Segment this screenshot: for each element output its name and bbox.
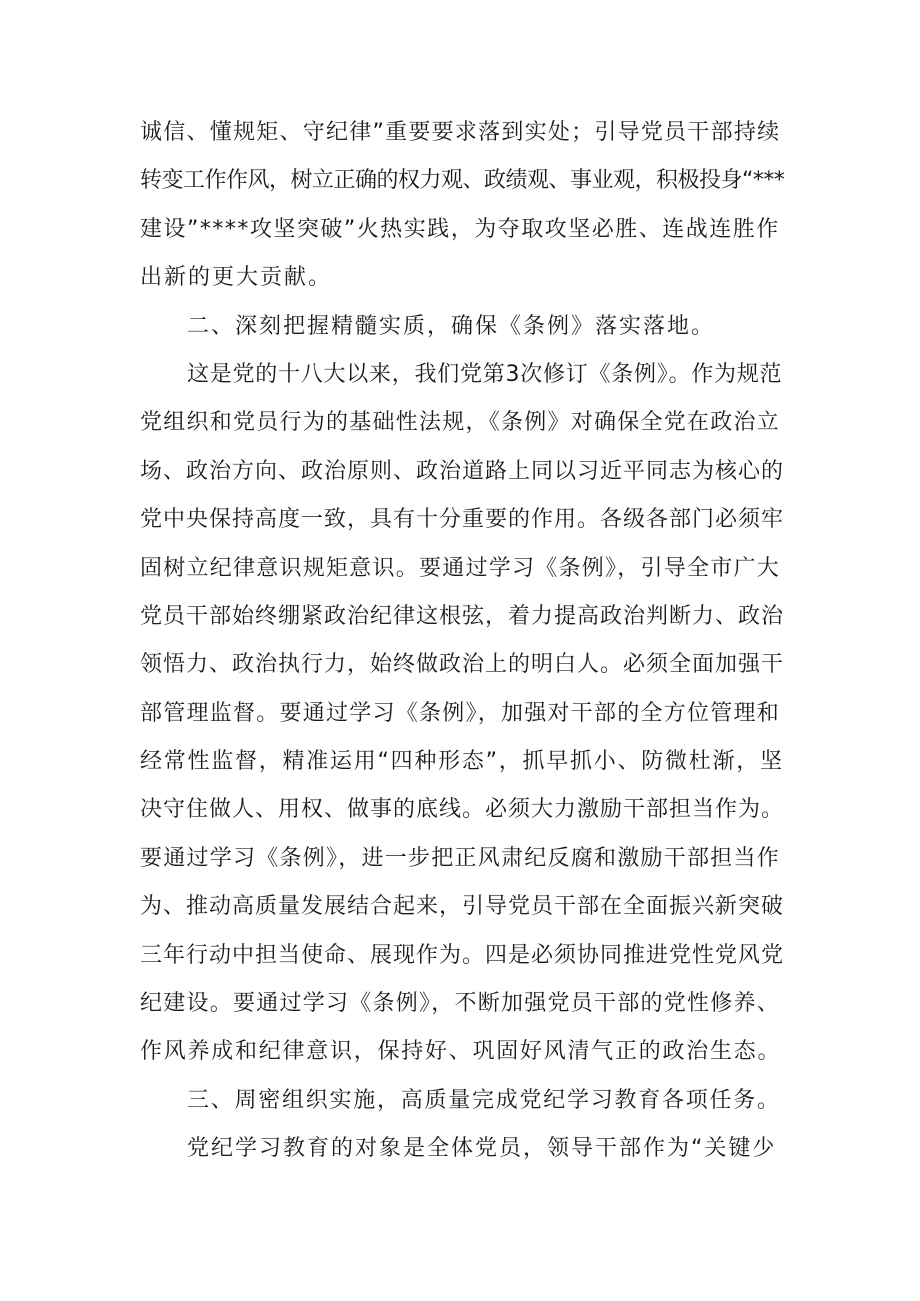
text-line: 为、推动高质量发展结合起来，引导党员干部在全面振兴新突破 [140, 894, 785, 920]
text-line: 二、深刻把握精髓实质，确保《条例》落实落地。 [187, 313, 716, 339]
text-line: 场、政治方向、政治原则、政治道路上同以习近平同志为核心的 [140, 458, 785, 484]
text-line: 党员干部始终绷紧政治纪律这根弦，着力提高政治判断力、政治 [140, 603, 785, 629]
text-line: 这是党的十八大以来，我们党第3次修订《条例》。作为规范 [187, 361, 783, 387]
text-line: 党纪学习教育的对象是全体党员，领导干部作为“关键少 [187, 1136, 777, 1162]
text-line: 党中央保持高度一致，具有十分重要的作用。各级各部门必须牢 [140, 507, 785, 533]
text-line: 领悟力、政治执行力，始终做政治上的明白人。必须全面加强干 [140, 652, 785, 678]
text-line: 决守住做人、用权、做事的底线。必须大力激励干部担当作为。 [140, 797, 785, 823]
document-body [140, 109, 785, 1174]
text-line: 党组织和党员行为的基础性法规，《条例》对确保全党在政治立 [140, 410, 781, 436]
text-line: 作风养成和纪律意识，保持好、巩固好风清气正的政治生态。 [140, 1039, 782, 1065]
text-line: 固树立纪律意识规矩意识。要通过学习《条例》，引导全市广大 [140, 555, 781, 581]
text-line: 建设”****攻坚突破”火热实践，为夺取攻坚必胜、连战连胜作 [140, 216, 780, 242]
text-line: 要通过学习《条例》，进一步把正风肃纪反腐和激励干部担当作 [140, 845, 781, 871]
text-line: 三、周密组织实施，高质量完成党纪学习教育各项任务。 [187, 1087, 781, 1113]
text-line: 三年行动中担当使命、展现作为。四是必须协同推进党性党风党 [140, 942, 785, 968]
text-line: 部管理监督。要通过学习《条例》，加强对干部的全方位管理和 [140, 700, 781, 726]
text-line: 经常性监督，精准运用“四种形态”，抓早抓小、防微杜渐，坚 [140, 749, 784, 775]
text-line: 纪建设。要通过学习《条例》，不断加强党员干部的党性修养、 [140, 991, 781, 1017]
text-line: 转变工作作风，树立正确的权力观、政绩观、事业观，积极投身“*** [140, 168, 785, 194]
text-line: 诚信、懂规矩、守纪律”重要要求落到实处；引导党员干部持续 [140, 120, 781, 145]
text-line: 出新的更大贡献。 [140, 265, 333, 291]
